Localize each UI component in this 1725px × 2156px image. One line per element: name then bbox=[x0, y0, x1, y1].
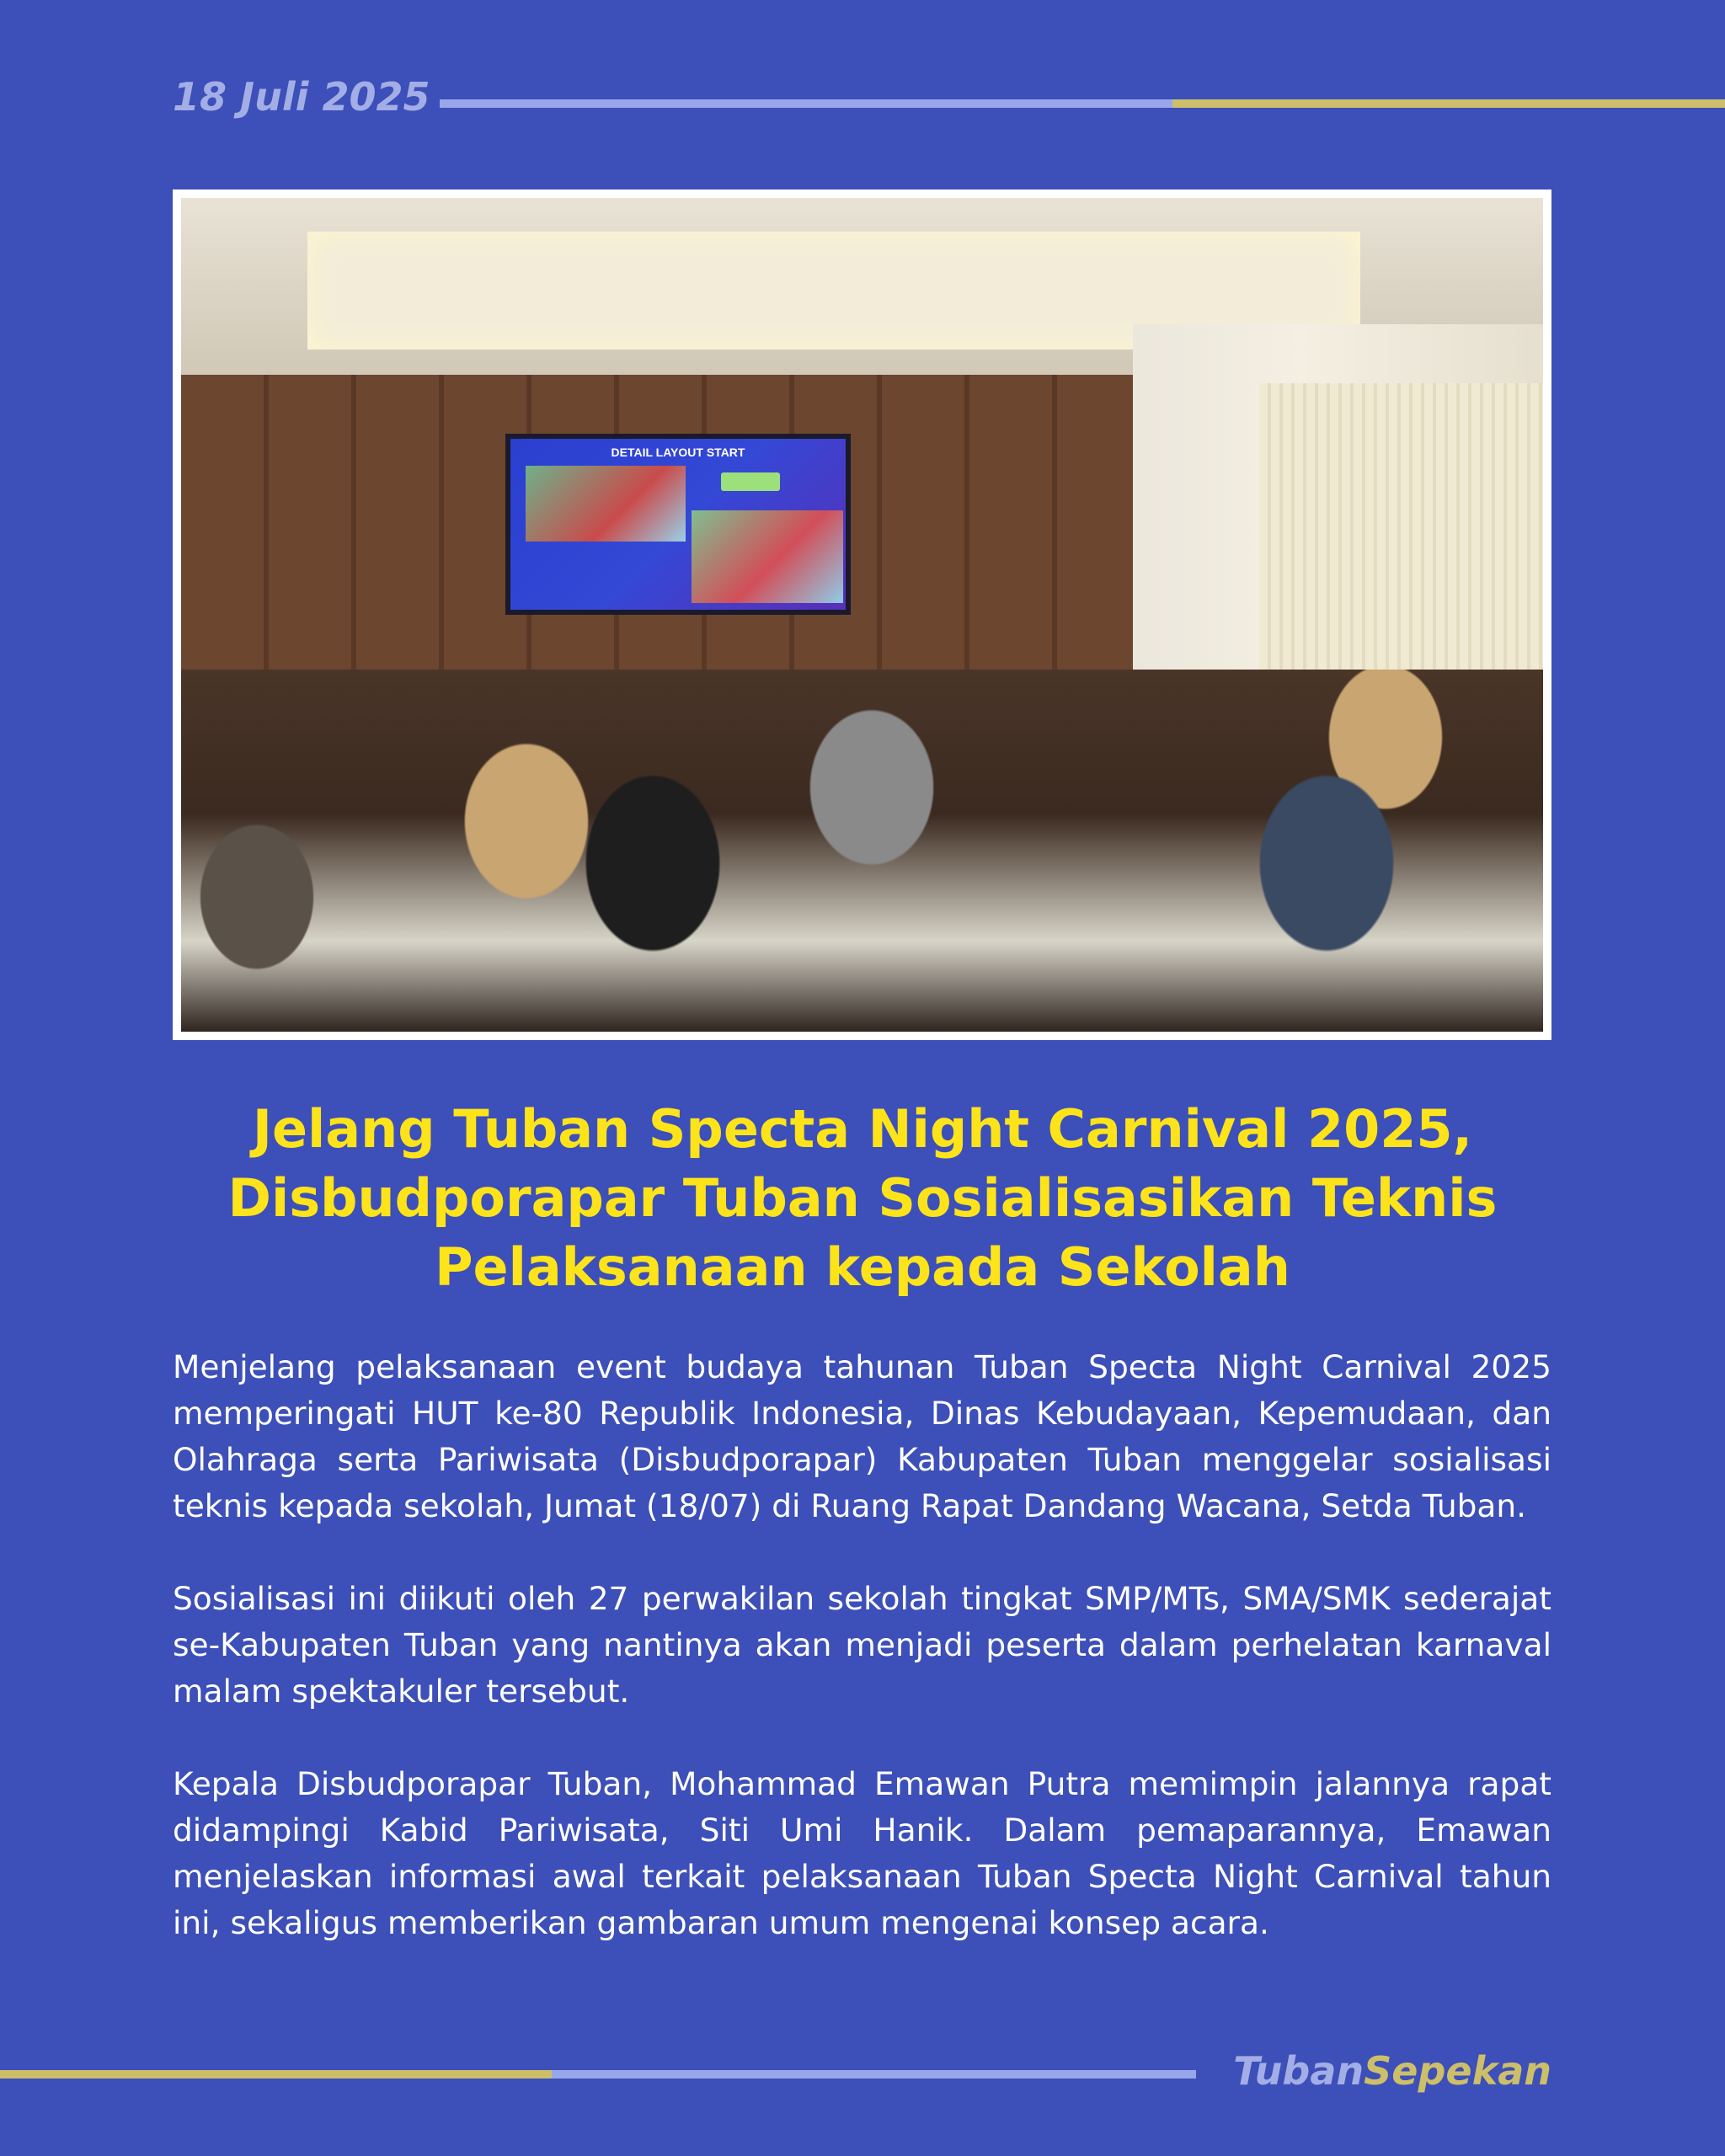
photo-audience bbox=[181, 670, 1543, 1032]
screen-map-2 bbox=[692, 510, 843, 603]
brand-logo-part1: Tuban bbox=[1233, 2048, 1365, 2094]
photo-presentation-screen bbox=[505, 434, 851, 615]
article-photo bbox=[181, 198, 1543, 1032]
article-body bbox=[173, 1344, 1551, 1946]
screen-title: DETAIL LAYOUT START bbox=[611, 446, 745, 459]
header-divider-blue bbox=[440, 99, 1172, 108]
article-paragraph: Menjelang pelaksanaan event budaya tahunan Tuban Specta Night Carnival 2025 memperingati HUT ke-80 Republik Indonesia, Dinas Kebudayaan, Kepemudaan, dan Olahraga serta Pariwisata (Disbudporapar) Kabupaten Tuban menggelar sosialisasi teknis kepada sekolah, Jumat (18/07) di Ruang Rapat Dandang Wacana, Setda Tuban. bbox=[173, 1348, 1551, 1524]
article-paragraph: Kepala Disbudporapar Tuban, Mohammad Emawan Putra memimpin jalannya rapat didampingi Kabid Pariwisata, Siti Umi Hanik. Dalam pemaparannya, Emawan menjelaskan informasi awal terkait pelaksanaan Tuban Specta Night Carnival tahun ini, sekaligus memberikan gambaran umum mengenai konsep acara. bbox=[173, 1765, 1551, 1941]
footer-divider-gold bbox=[0, 2070, 552, 2079]
header-divider-gold bbox=[1172, 99, 1725, 108]
screen-map-1 bbox=[526, 466, 686, 542]
publish-date: 18 Juli 2025 bbox=[173, 74, 430, 120]
brand-logo bbox=[1221, 2048, 1551, 2094]
footer-divider-blue bbox=[552, 2070, 1196, 2079]
article-photo-frame bbox=[173, 189, 1551, 1040]
article-paragraph: Sosialisasi ini diikuti oleh 27 perwakilan sekolah tingkat SMP/MTs, SMA/SMK sederajat se-Kabupaten Tuban yang nantinya akan menjadi peserta dalam perhelatan karnaval malam spektakuler tersebut. bbox=[173, 1580, 1551, 1710]
screen-callout bbox=[721, 472, 780, 491]
brand-logo-part2: Sepekan bbox=[1364, 2048, 1551, 2094]
article-title: Jelang Tuban Specta Night Carnival 2025, Disbudporapar Tuban Sosialisasikan Teknis Pelaksanaan kepada Sekolah bbox=[227, 1098, 1498, 1298]
